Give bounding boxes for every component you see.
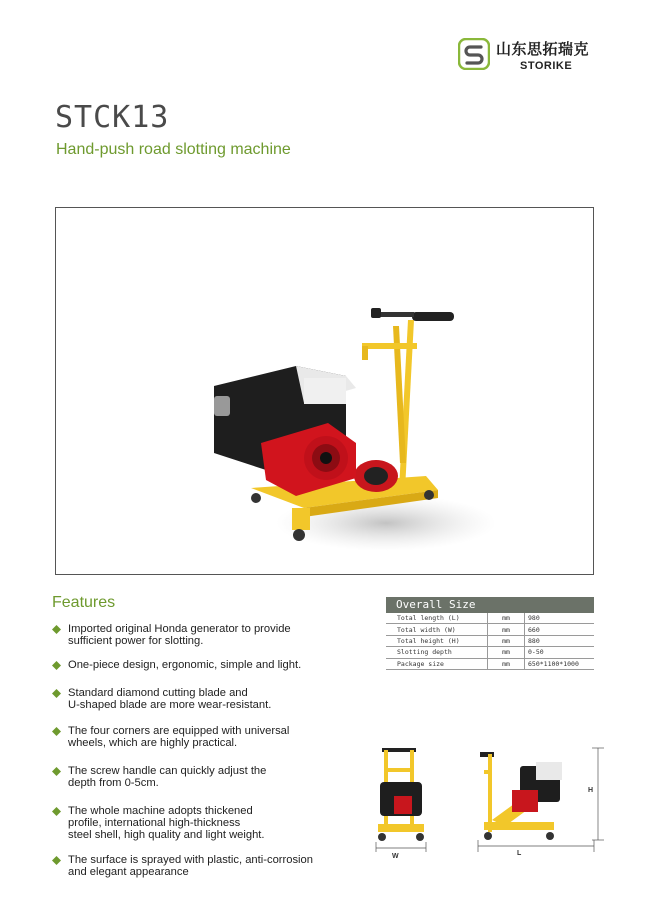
width-label: W — [392, 853, 399, 860]
length-label: L — [517, 850, 522, 857]
overall-size-table — [386, 597, 594, 670]
bullet-icon — [52, 661, 61, 670]
table-row: Total height (H) mm 880 — [386, 635, 594, 646]
brand-logo — [458, 36, 608, 76]
brand-name-chinese: 山东思拓瑞克 — [496, 41, 590, 58]
front-view-image — [376, 748, 426, 852]
product-subtitle: Hand-push road slotting machine — [56, 141, 291, 158]
table-row: Total width (W) mm 660 — [386, 624, 594, 635]
side-view-image — [478, 748, 604, 852]
height-label: H — [588, 787, 594, 794]
product-photo-frame — [55, 207, 594, 575]
features-heading: Features — [52, 594, 116, 611]
spec-table-body — [386, 613, 594, 670]
bullet-icon — [52, 689, 61, 698]
bullet-icon — [52, 727, 61, 736]
table-row: Slotting depth mm 0-50 — [386, 647, 594, 658]
brand-name-english: STORIKE — [520, 60, 573, 72]
slotting-machine-image — [56, 208, 593, 574]
bullet-icon — [52, 767, 61, 776]
bullet-icon — [52, 625, 61, 634]
spec-table-title: Overall Size — [386, 597, 594, 613]
table-row: Total length (L) mm 980 — [386, 613, 594, 624]
bullet-icon — [52, 856, 61, 865]
storike-logo-icon — [458, 38, 490, 70]
dimension-drawings — [360, 740, 610, 870]
product-model: STCK13 — [55, 100, 170, 135]
table-row: Package size mm 650*1100*1000 — [386, 658, 594, 669]
bullet-icon — [52, 807, 61, 816]
